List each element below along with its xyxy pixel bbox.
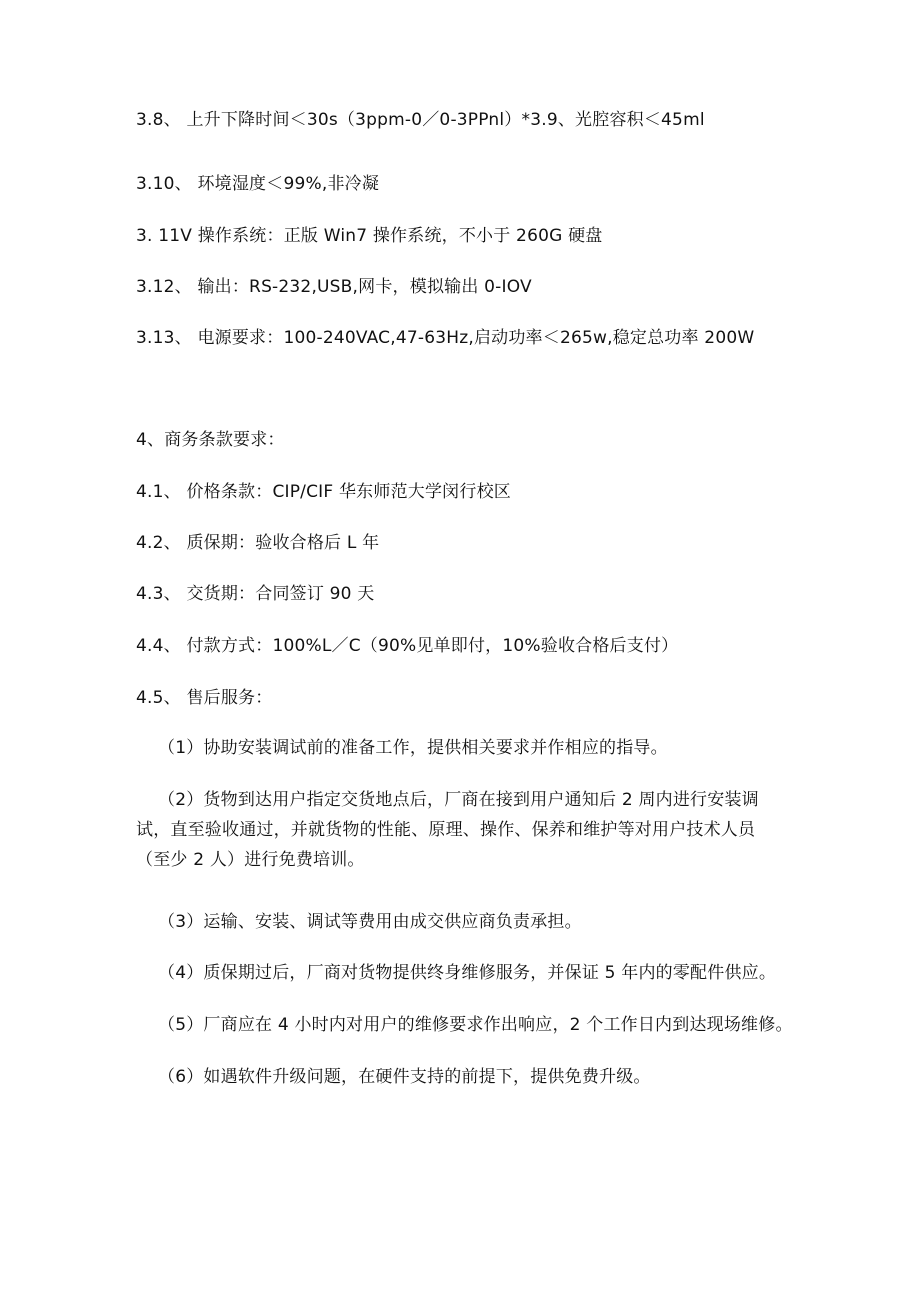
business-item-4-1: 4.1、 价格条款：CIP/CIF 华东师范大学闵行校区 <box>136 482 511 502</box>
service-item-2: （2）货物到达用户指定交货地点后，厂商在接到用户通知后 2 周内进行安装调试，直至验收通过，并就货物的性能、原理、操作、保养和维护等对用户技术人员（至少 2 人）进行免费培训。 <box>136 790 759 870</box>
business-item-4-4: 4.4、 付款方式：100%L／C（90%见单即付，10%验收合格后支付） <box>136 636 679 656</box>
business-item-4-5: 4.5、 售后服务： <box>136 688 273 708</box>
spec-3-8: 3.8、 上升下降时间＜30s（3ppm-0／0-3PPnl）*3.9、光腔容积＜45ml <box>136 110 705 130</box>
service-item-1: （1）协助安装调试前的准备工作，提供相关要求并作相应的指导。 <box>158 738 668 758</box>
spec-3-10: 3.10、 环境湿度＜99%,非冷凝 <box>136 174 380 194</box>
business-heading: 4、商务条款要求： <box>136 430 285 450</box>
spec-3-13: 3.13、 电源要求：100-240VAC,47-63Hz,启动功率＜265w,稳定总功率 200W <box>136 328 755 348</box>
spec-3-12: 3.12、 输出：RS-232,USB,网卡，模拟输出 0-IOV <box>136 277 532 297</box>
service-item-5: （5）厂商应在 4 小时内对用户的维修要求作出响应，2 个工作日内到达现场维修。 <box>158 1015 793 1035</box>
service-item-3: （3）运输、安装、调试等费用由成交供应商负责承担。 <box>158 912 582 932</box>
service-item-4: （4）质保期过后，厂商对货物提供终身维修服务，并保证 5 年内的零配件供应。 <box>158 963 777 983</box>
business-item-4-2: 4.2、 质保期：验收合格后 L 年 <box>136 533 380 553</box>
business-item-4-3: 4.3、 交货期：合同签订 90 天 <box>136 584 375 604</box>
spec-3-11: 3. 11V 操作系统：正版 Win7 操作系统，不小于 260G 硬盘 <box>136 226 603 246</box>
service-item-6: （6）如遇软件升级问题，在硬件支持的前提下，提供免费升级。 <box>158 1067 651 1087</box>
